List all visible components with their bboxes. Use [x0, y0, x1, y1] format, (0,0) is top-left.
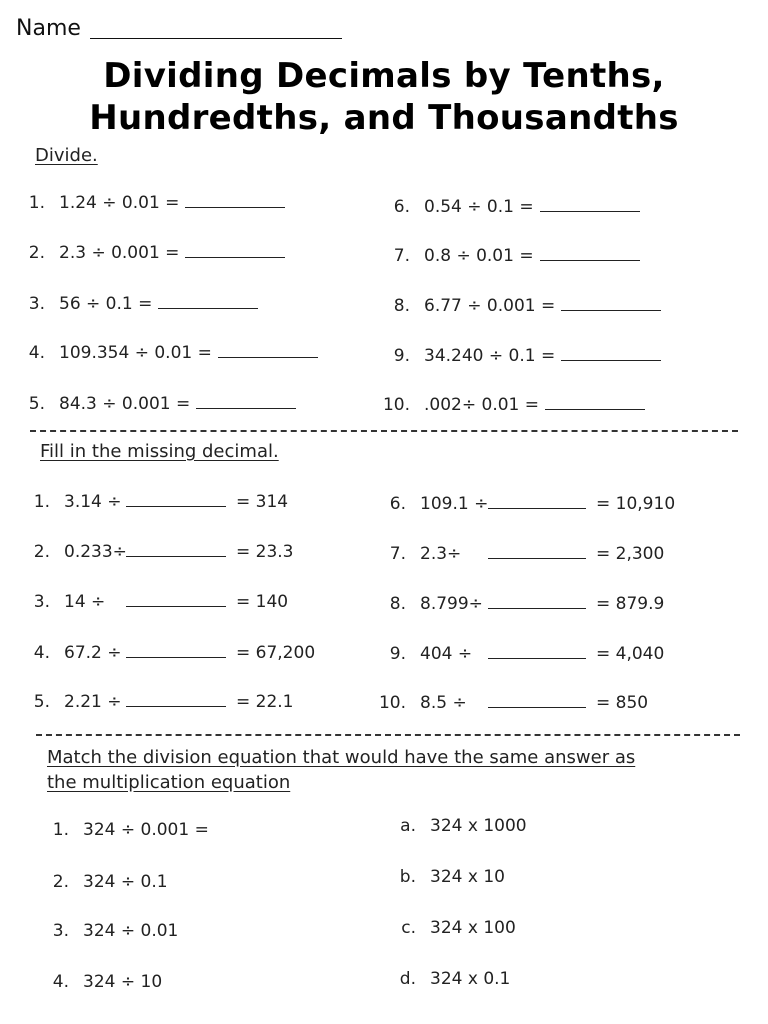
problem-dividend: 109.1 ÷ — [420, 494, 489, 514]
divide-problem — [27, 294, 264, 314]
problem-number: 7. — [389, 544, 406, 564]
problem-quotient: = 850 — [596, 693, 649, 713]
match-multiplication-option[interactable] — [384, 867, 505, 887]
problem-dividend: 2.3÷ — [420, 544, 462, 564]
problem-dividend: 2.21 ÷ — [64, 692, 122, 712]
problem-number: 8. — [393, 296, 410, 316]
match-expression: 324 x 1000 — [430, 816, 527, 836]
problem-expression: 0.54 ÷ 0.1 = — [424, 197, 534, 217]
problem-number: 1. — [28, 193, 45, 213]
problem-expression: 0.8 ÷ 0.01 = — [424, 246, 534, 266]
missing-decimal-blank[interactable] — [488, 557, 586, 559]
problem-expression: 1.24 ÷ 0.01 = — [59, 193, 180, 213]
problem-expression: 2.3 ÷ 0.001 = — [59, 243, 180, 263]
problem-number: 5. — [33, 692, 50, 712]
problem-dividend: 3.14 ÷ — [64, 492, 122, 512]
match-multiplication-option[interactable] — [384, 816, 527, 836]
problem-quotient: = 67,200 — [236, 643, 316, 663]
match-multiplication-option[interactable] — [384, 969, 510, 989]
match-expression: 324 ÷ 10 — [83, 972, 163, 992]
divide-problem — [27, 193, 291, 213]
divide-problem — [27, 243, 291, 263]
fill-problem — [376, 594, 664, 614]
divide-problem — [380, 346, 667, 366]
problem-quotient: = 10,910 — [596, 494, 676, 514]
problem-number: 2. — [33, 542, 50, 562]
match-division-item[interactable] — [37, 872, 168, 892]
problem-dividend: 14 ÷ — [64, 592, 106, 612]
problem-number: 1. — [52, 820, 69, 840]
problem-number: 10. — [378, 693, 406, 713]
title-line-2: Hundredths, and Thousandths — [89, 98, 679, 138]
problem-dividend: 8.5 ÷ — [420, 693, 467, 713]
section3-instruction-line-2: the multiplication equation — [47, 772, 291, 793]
problem-dividend: 67.2 ÷ — [64, 643, 122, 663]
problem-number: 10. — [382, 395, 410, 415]
missing-decimal-blank[interactable] — [488, 507, 586, 509]
problem-number: 6. — [389, 494, 406, 514]
problem-expression: 6.77 ÷ 0.001 = — [424, 296, 556, 316]
divide-problem — [27, 343, 324, 363]
match-expression: 324 ÷ 0.01 — [83, 921, 179, 941]
section1-instruction: Divide. — [35, 145, 98, 166]
answer-blank[interactable] — [196, 407, 296, 409]
problem-expression: 56 ÷ 0.1 = — [59, 294, 153, 314]
problem-quotient: = 879.9 — [596, 594, 665, 614]
section3-instruction — [47, 745, 737, 795]
fill-problem — [30, 643, 315, 663]
section3-instruction-line-1: Match the division equation that would have the same answer as — [47, 747, 636, 768]
fill-problem — [376, 494, 675, 514]
problem-quotient: = 140 — [236, 592, 289, 612]
answer-blank[interactable] — [540, 210, 640, 212]
name-input-line[interactable] — [90, 38, 342, 39]
fill-problem — [30, 492, 288, 512]
answer-blank[interactable] — [545, 408, 645, 410]
missing-decimal-blank[interactable] — [126, 505, 226, 507]
problem-number: 4. — [52, 972, 69, 992]
divide-problem — [27, 394, 302, 414]
answer-blank[interactable] — [185, 206, 285, 208]
option-letter: a. — [400, 816, 416, 836]
problem-dividend: 404 ÷ — [420, 644, 473, 664]
problem-number: 4. — [33, 643, 50, 663]
section2-instruction: Fill in the missing decimal. — [40, 441, 279, 462]
problem-quotient: = 22.1 — [236, 692, 294, 712]
fill-problem — [30, 542, 294, 562]
answer-blank[interactable] — [561, 359, 661, 361]
match-division-item[interactable] — [37, 972, 162, 992]
option-letter: c. — [401, 918, 416, 938]
missing-decimal-blank[interactable] — [488, 607, 586, 609]
missing-decimal-blank[interactable] — [126, 555, 226, 557]
problem-expression: .002÷ 0.01 = — [424, 395, 539, 415]
answer-blank[interactable] — [540, 259, 640, 261]
problem-expression: 109.354 ÷ 0.01 = — [59, 343, 212, 363]
answer-blank[interactable] — [561, 309, 661, 311]
fill-problem — [30, 592, 288, 612]
match-expression: 324 x 0.1 — [430, 969, 511, 989]
missing-decimal-blank[interactable] — [488, 706, 586, 708]
match-expression: 324 x 100 — [430, 918, 516, 938]
title-line-1: Dividing Decimals by Tenths, — [103, 56, 665, 96]
match-expression: 324 x 10 — [430, 867, 505, 887]
worksheet-title — [0, 55, 768, 139]
missing-decimal-blank[interactable] — [126, 705, 226, 707]
problem-expression: 84.3 ÷ 0.001 = — [59, 394, 191, 414]
problem-number: 3. — [52, 921, 69, 941]
answer-blank[interactable] — [218, 356, 318, 358]
option-letter: d. — [399, 969, 416, 989]
problem-number: 6. — [393, 197, 410, 217]
problem-number: 1. — [33, 492, 50, 512]
problem-number: 8. — [389, 594, 406, 614]
problem-number: 9. — [393, 346, 410, 366]
problem-number: 3. — [33, 592, 50, 612]
match-expression: 324 ÷ 0.1 — [83, 872, 168, 892]
missing-decimal-blank[interactable] — [488, 657, 586, 659]
option-letter: b. — [399, 867, 416, 887]
match-multiplication-option[interactable] — [384, 918, 516, 938]
problem-quotient: = 2,300 — [596, 544, 665, 564]
fill-problem — [376, 693, 648, 713]
name-label: Name — [16, 16, 81, 41]
problem-number: 4. — [28, 343, 45, 363]
problem-dividend: 8.799÷ — [420, 594, 483, 614]
divide-problem — [380, 395, 651, 415]
fill-problem — [376, 544, 664, 564]
problem-number: 9. — [389, 644, 406, 664]
section-divider — [30, 430, 738, 432]
missing-decimal-blank[interactable] — [126, 605, 226, 607]
problem-number: 5. — [28, 394, 45, 414]
divide-problem — [380, 246, 646, 266]
problem-number: 2. — [28, 243, 45, 263]
fill-problem — [30, 692, 294, 712]
match-division-item[interactable] — [37, 921, 178, 941]
answer-blank[interactable] — [158, 307, 258, 309]
answer-blank[interactable] — [185, 256, 285, 258]
missing-decimal-blank[interactable] — [126, 656, 226, 658]
problem-quotient: = 23.3 — [236, 542, 294, 562]
divide-problem — [380, 296, 667, 316]
problem-dividend: 0.233÷ — [64, 542, 127, 562]
match-division-item[interactable] — [37, 820, 209, 840]
section-divider — [36, 734, 740, 736]
divide-problem — [380, 197, 646, 217]
problem-quotient: = 314 — [236, 492, 289, 512]
fill-problem — [376, 644, 664, 664]
problem-number: 2. — [52, 872, 69, 892]
problem-number: 7. — [393, 246, 410, 266]
problem-number: 3. — [28, 294, 45, 314]
match-expression: 324 ÷ 0.001 = — [83, 820, 209, 840]
problem-expression: 34.240 ÷ 0.1 = — [424, 346, 556, 366]
problem-quotient: = 4,040 — [596, 644, 665, 664]
